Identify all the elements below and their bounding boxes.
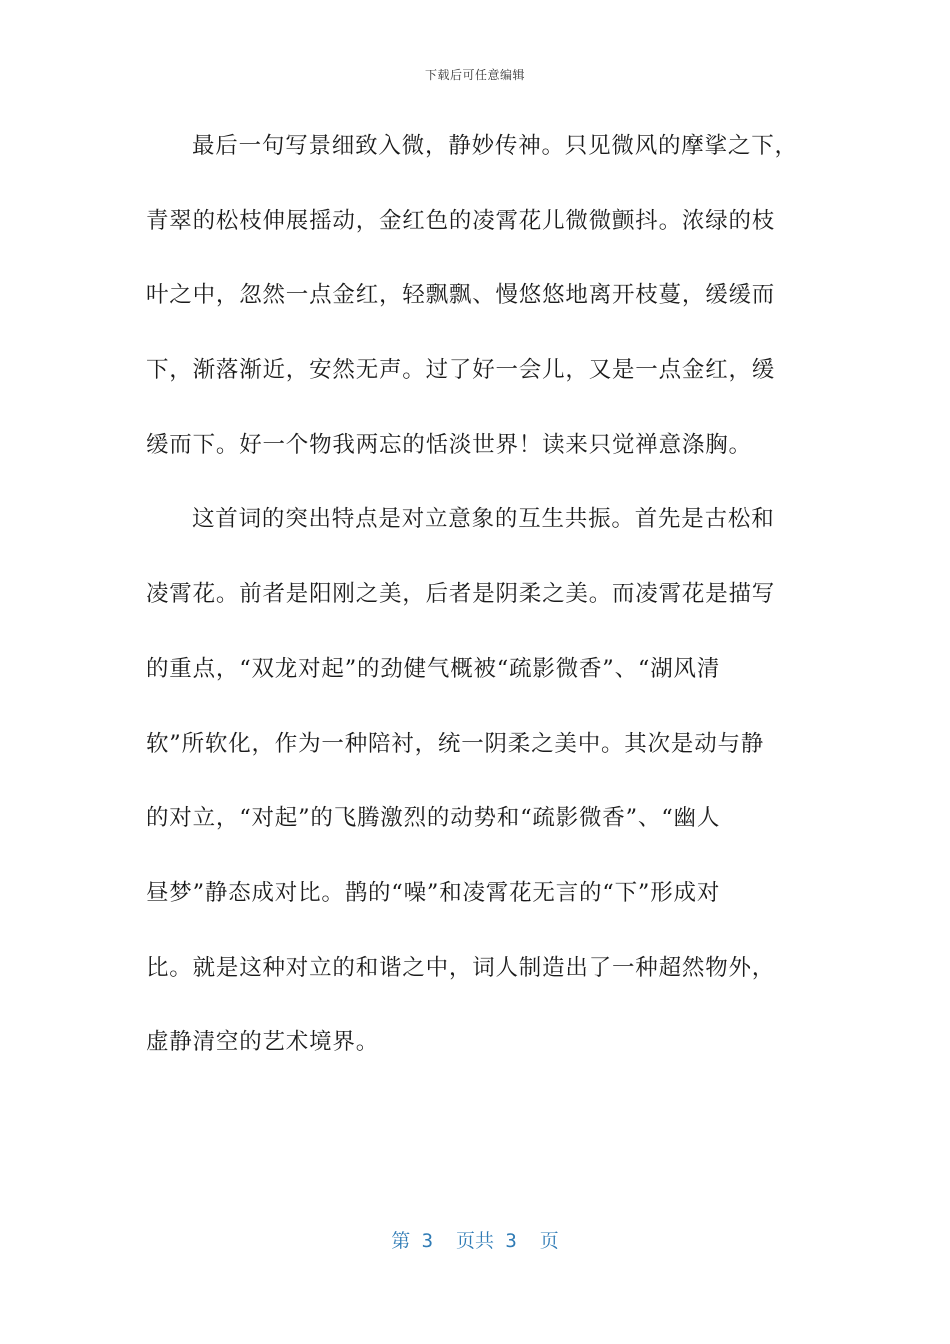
header-note: 下载后可任意编辑 [424,68,525,82]
text-line: 凌霄花。前者是阳刚之美，后者是阴柔之美。而凌霄花是描写 [146,581,776,608]
text-line: 缓而下。好一个物我两忘的恬淡世界！读来只觉禅意涤胸。 [146,431,752,458]
text-line: 最后一句写景细致入微，静妙传神。只见微风的摩挲之下， [192,133,798,159]
text-line: 比。就是这种对立的和谐之中，词人制造出了一种超然物外， [146,954,776,981]
text-line: 叶之中，忽然一点金红，轻飘飘、慢悠悠地离开枝蔓，缓缓而 [146,282,776,309]
text-line: 青翠的松枝伸展摇动，金红色的凌霄花儿微微颤抖。浓绿的枝 [146,207,776,234]
text-line: 昼梦”静态成对比。鹊的“噪”和凌霄花无言的“下”形成对 [146,879,721,906]
text-line: 软”所软化，作为一种陪衬，统一阴柔之美中。其次是动与静 [146,730,765,757]
text-line: 这首词的突出特点是对立意象的互生共振。首先是古松和 [192,506,775,533]
text-line: 虚静清空的艺术境界。 [146,1029,380,1056]
text-line: 下，渐落渐近，安然无声。过了好一会儿，又是一点金红，缓 [146,357,776,384]
document-body [146,124,806,1095]
page-number-footer: 第 3 页共 3 页 [391,1230,559,1252]
text-line: 的重点，“双龙对起”的劲健气概被“疏影微香”、“湖风清 [146,655,721,682]
text-line: 的对立，“对起”的飞腾激烈的动势和“疏影微香”、“幽人 [146,805,721,832]
